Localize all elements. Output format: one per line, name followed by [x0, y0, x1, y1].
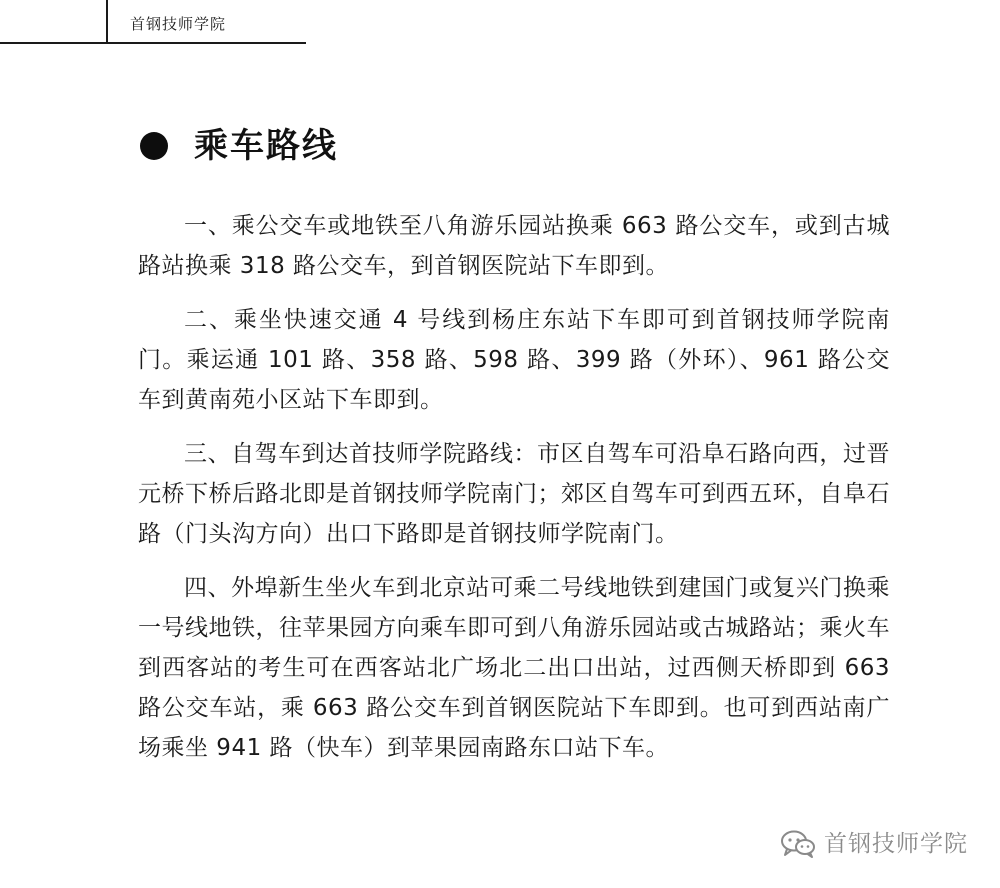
watermark-text: 首钢技师学院: [824, 831, 968, 857]
header-rule: [0, 42, 306, 44]
route-paragraph-1: 一、乘公交车或地铁至八角游乐园站换乘 663 路公交车，或到古城路站换乘 318 路公交车，到首钢医院站下车即到。: [138, 213, 890, 279]
wechat-icon: [780, 830, 816, 858]
header-title: 首钢技师学院: [130, 15, 227, 33]
section-heading: [140, 124, 338, 168]
header-divider: [106, 0, 108, 44]
watermark: [780, 830, 968, 858]
route-paragraph-4: 四、外埠新生坐火车到北京站可乘二号线地铁到建国门或复兴门换乘一号线地铁，往苹果园方向乘车即可到八角游乐园站或古城路站；乘火车到西客站的考生可在西客站北广场北二出口出站，过西侧天桥即到 663 路公交车站，乘 663 路公交车到首钢医院站下车即到。也可到西站南广场乘坐 941 路（快车）到苹果园南路东口站下车。: [138, 575, 890, 761]
route-paragraph-2: 二、乘坐快速交通 4 号线到杨庄东站下车即可到首钢技师学院南门。乘运通 101 路、358 路、598 路、399 路（外环）、961 路公交车到黄南苑小区站下车即到。: [138, 307, 890, 413]
bullet-icon: [140, 132, 168, 160]
section-title: 乘车路线: [194, 126, 338, 166]
route-paragraph-3: 三、自驾车到达首技师学院路线：市区自驾车可沿阜石路向西，过晋元桥下桥后路北即是首钢技师学院南门；郊区自驾车可到西五环，自阜石路（门头沟方向）出口下路即是首钢技师学院南门。: [138, 441, 890, 547]
route-content: [138, 206, 890, 782]
